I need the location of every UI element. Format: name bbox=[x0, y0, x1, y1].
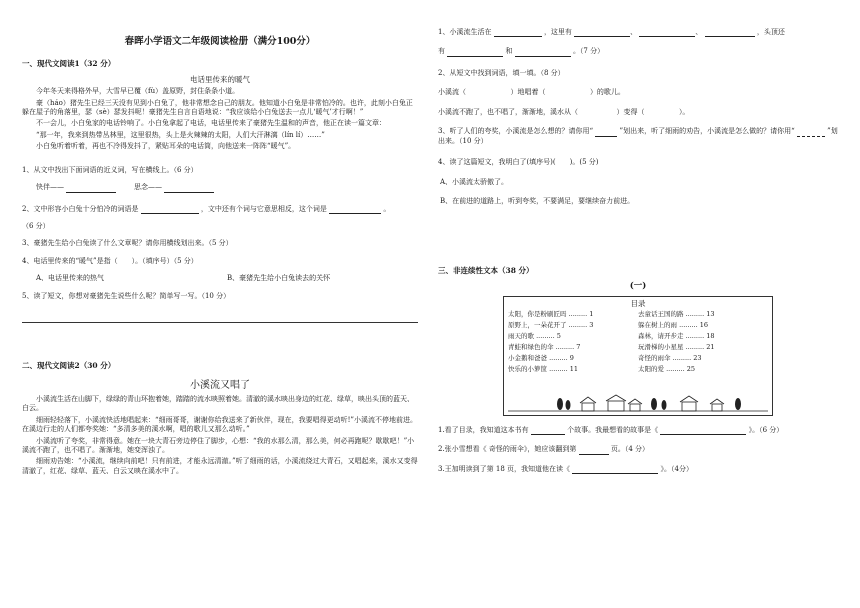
n2-text: 2.张小雪想看《 奇怪的雨伞》，她应该翻到第 bbox=[438, 445, 577, 454]
toc-entry-left: 快乐的小箩筐 ......... 11 bbox=[508, 365, 578, 374]
r-q1-sep-1: 、 bbox=[630, 28, 638, 36]
passage-2-para-4: 细雨劝告她：“小溪流，继续向前吧！只有前进，才能永远清澈。”听了细雨的话，小溪流绕过大青石，又唱起来，溪水又变得清澈了，红花、绿草、蓝天、白云又映在溪水中了。 bbox=[22, 457, 418, 475]
r-q1-text-h: 。（7 分） bbox=[572, 47, 605, 56]
r-question-1 bbox=[438, 28, 838, 37]
r-q1-text-f: 有 bbox=[438, 47, 445, 56]
r-q4-option-b: B、在前进的道路上，听到夸奖，不要满足，要继续奋力前进。 bbox=[440, 196, 635, 205]
toc-entry-right: 奇怪的雨伞 ......... 23 bbox=[638, 354, 702, 363]
toc-row bbox=[504, 331, 772, 342]
n1-blank-1[interactable] bbox=[531, 426, 565, 435]
r-q3-text-b: ”划出来，听了细雨的劝告，小溪流是怎么做的？请你用“ bbox=[619, 127, 795, 136]
r-q1-blank-5[interactable] bbox=[447, 48, 503, 57]
r-q1-text-e: ，头顶还 bbox=[756, 28, 785, 36]
toc-image bbox=[503, 296, 773, 416]
toc-entry-left: 小金鹅和爸爸 ......... 9 bbox=[508, 354, 574, 363]
synonym-a-label: 快伴—— bbox=[36, 183, 64, 192]
synonym-b-blank[interactable] bbox=[164, 184, 214, 193]
r-question-4: 4、读了这篇短文，我明白了(填序号)( )。(5 分) bbox=[438, 158, 599, 167]
n3-text: 3.王加明读到了第 18 页，我知道他在读《 bbox=[438, 464, 571, 473]
r-q1-blank-4[interactable] bbox=[705, 28, 755, 37]
passage-1-para-4: “那一年，我来到热带丛林里，这里很热，头上是火辣辣的太阳，人们大汗淋漓（lín lí）……” bbox=[36, 130, 325, 139]
toc-entry-right: 森林，请开步走 ......... 18 bbox=[638, 332, 715, 341]
synonym-a-blank[interactable] bbox=[66, 184, 116, 193]
n3-blank[interactable] bbox=[572, 465, 658, 474]
n3-text-b: 》。（4分） bbox=[660, 464, 693, 473]
question-1: 1、从文中找出下面词语的近义词，写在横线上。（6 分） bbox=[22, 165, 198, 174]
passage-2-title: 小溪流又唱了 bbox=[190, 380, 250, 392]
passage-1-para-5: 小白兔听着听着，再也不冷得发抖了，紧贴耳朵的电话筒，向他送来一阵阵“暖气”。 bbox=[36, 142, 296, 151]
passage-1-para-1: 今年冬天来得格外早，大雪早已覆（fù）盖原野，封住条条小道。 bbox=[36, 87, 240, 96]
paper-title: 春晖小学语文二年级阅读检册（满分100分） bbox=[124, 36, 316, 47]
r-q1-blank-3[interactable] bbox=[639, 28, 695, 37]
toc-row bbox=[504, 320, 772, 331]
r-q3-line-sample-2 bbox=[797, 128, 825, 137]
synonym-b-label: 思念—— bbox=[134, 183, 163, 192]
passage-2-para-2: 细雨轻轻落下，小溪流快活地唱起来：“细雨哥哥，谢谢你给我送来了新伙伴，现在，我要唱得更动听!”小溪流不停地前进。在溪边行走的人们都夸奖她：“多清多美的溪水啊，唱的歌儿又那么动听。” bbox=[22, 415, 417, 434]
toc-entry-right: 玩滑梯的小星星 ......... 21 bbox=[638, 343, 715, 352]
toc-row bbox=[504, 309, 772, 320]
r-q1-blank-6[interactable] bbox=[515, 48, 571, 57]
r-q1-sep-2: 、 bbox=[695, 28, 703, 36]
toc-list bbox=[504, 309, 772, 375]
r-question-2-line-2 bbox=[438, 108, 838, 117]
left-column bbox=[22, 0, 418, 478]
toc-row bbox=[504, 364, 772, 375]
section-1-heading: 一、现代文阅读1（32 分） bbox=[22, 58, 116, 68]
question-4: 4、电话里传来的“暖气”是指（ ）。（填序号）（5 分） bbox=[22, 256, 198, 265]
n-question-1 bbox=[438, 426, 838, 435]
question-2-text-c: 。 bbox=[383, 204, 391, 213]
question-2-text: 2、文中形容小白兔十分怕冷的词语是 bbox=[22, 204, 139, 213]
passage-2-para-3: 小溪流听了夸奖，非常得意。她在一块大青石旁边停住了脚步，心想：“我的水那么清，那么美，何必再跑呢？歇歇吧！”小溪流不跑了，也不唱了。渐渐地，她变浑浊了。 bbox=[22, 436, 415, 454]
r-q1-blank-2[interactable] bbox=[574, 28, 630, 37]
r-question-2-line-1 bbox=[438, 88, 838, 97]
n2-text-b: 页。（4 分） bbox=[610, 445, 650, 454]
question-3: 3、豪猪先生给小白兔读了什么文章呢？请你用横线划出来。（5 分） bbox=[22, 239, 233, 248]
question-2-text-b: ，文中还有个词与它意思相反，这个词是 bbox=[200, 204, 327, 213]
r-question-1-line-2 bbox=[438, 47, 838, 56]
passage-1-title: 电话里传来的暖气 bbox=[190, 74, 250, 84]
option-a: A、电话里传来的热气 bbox=[36, 274, 105, 283]
r-q2-text-d: 小溪流不跑了，也不唱了，渐渐地，溪水从（ bbox=[438, 107, 578, 116]
question-1-blanks bbox=[22, 183, 418, 192]
toc-entry-right: 躲在树上的雨 ......... 16 bbox=[638, 321, 708, 330]
toc-entry-left: 原野上，一朵花开了 ......... 3 bbox=[508, 321, 594, 330]
question-2-blank-1[interactable] bbox=[141, 205, 199, 214]
toc-row bbox=[504, 353, 772, 364]
passage-2-para-1: 小溪流生活在山脚下，绿绿的青山环抱着她，踏踏的流水映照着她。清澈的溪水映出身边的红花、绿草，映出头顶的蓝天、白云。 bbox=[22, 394, 414, 413]
n1-text: 1.看了目录，我知道这本书有 bbox=[438, 425, 529, 434]
toc-entry-right: 太阳的爱 ......... 25 bbox=[638, 365, 695, 374]
houses-illustration bbox=[504, 393, 772, 413]
r-q2-text-f: ）。 bbox=[678, 107, 690, 116]
r-q2-text-e: ）变得（ bbox=[616, 107, 645, 116]
r-q3-line-sample-1 bbox=[595, 128, 617, 137]
answer-line[interactable] bbox=[22, 321, 418, 323]
question-2-score: （6 分） bbox=[22, 222, 50, 230]
question-4-options bbox=[22, 274, 418, 283]
right-column bbox=[438, 0, 838, 474]
n1-blank-2[interactable] bbox=[660, 426, 746, 435]
n-question-2 bbox=[438, 445, 838, 454]
r-q1-text-g: 和 bbox=[505, 47, 513, 56]
section-2-heading: 二、现代文阅读2（30 分） bbox=[22, 361, 116, 371]
n1-text-c: 》。（6 分） bbox=[748, 425, 784, 434]
toc-row bbox=[504, 342, 772, 353]
r-q2-text-a: 小溪流（ bbox=[438, 88, 466, 97]
toc-entry-left: 太阳，你是粉刷匠吗 ......... 1 bbox=[508, 310, 594, 319]
section-3-heading: 三、非连续性文本（38 分） bbox=[438, 266, 534, 276]
toc-entry-left: 雨天的歌 ......... 5 bbox=[508, 332, 561, 341]
passage-1-para-3: 不一会儿，小白兔家的电话铃响了。小白兔拿起了电话，电话里传来了豪猪先生温和的声音，他正在读一篇文章： bbox=[36, 119, 386, 128]
n1-text-b: 个故事。我最想看的故事是《 bbox=[567, 425, 659, 434]
question-2 bbox=[22, 205, 418, 214]
n-question-3 bbox=[438, 465, 838, 474]
part-label: (一) bbox=[629, 280, 647, 291]
toc-entry-left: 青蛙和绿色的伞 ......... 7 bbox=[508, 343, 581, 352]
passage-1-para-2: 豪（háo）猪先生已经三天没有见到小白兔了，他非常想念自己的朋友。他知道小白兔是非常怕冷的。也许，此刻小白兔正躲在屋子的角落里，瑟（sè）瑟发抖呢！豪猪先生自言自语地说：“我应该给小白兔送去一点儿‘暖气’才行啊！” bbox=[22, 98, 413, 116]
r-q2-text-b: ）地唱着（ bbox=[510, 88, 546, 97]
r-q1-blank-1[interactable] bbox=[494, 28, 542, 37]
toc-title: 目录 bbox=[630, 298, 646, 308]
r-question-2: 2、从短文中找到词语，填一填。（8 分） bbox=[438, 68, 565, 77]
question-2-blank-2[interactable] bbox=[329, 205, 381, 214]
option-b: B、豪猪先生给小白兔读去的关怀 bbox=[227, 274, 331, 283]
question-5: 5、读了短文，你想对豪猪先生说些什么呢？简单写一写。（10 分） bbox=[22, 291, 231, 300]
toc-entry-right: 去童话王国的路 ......... 13 bbox=[638, 310, 715, 319]
r-q3-text: 3、听了人们的夸奖，小溪流是怎么想的？请你用“ bbox=[438, 127, 594, 136]
r-q4-option-a: A、小溪流太骄傲了。 bbox=[440, 177, 509, 186]
r-q1-text-b: ，这里有 bbox=[543, 28, 572, 36]
n2-blank[interactable] bbox=[579, 446, 609, 455]
r-question-3 bbox=[438, 127, 838, 146]
r-q1-text: 1、小溪流生活在 bbox=[438, 28, 492, 36]
r-q3-text-c: ”划出来。（10 分） bbox=[438, 127, 838, 145]
r-q2-text-c: ）的歌儿。 bbox=[589, 88, 625, 97]
